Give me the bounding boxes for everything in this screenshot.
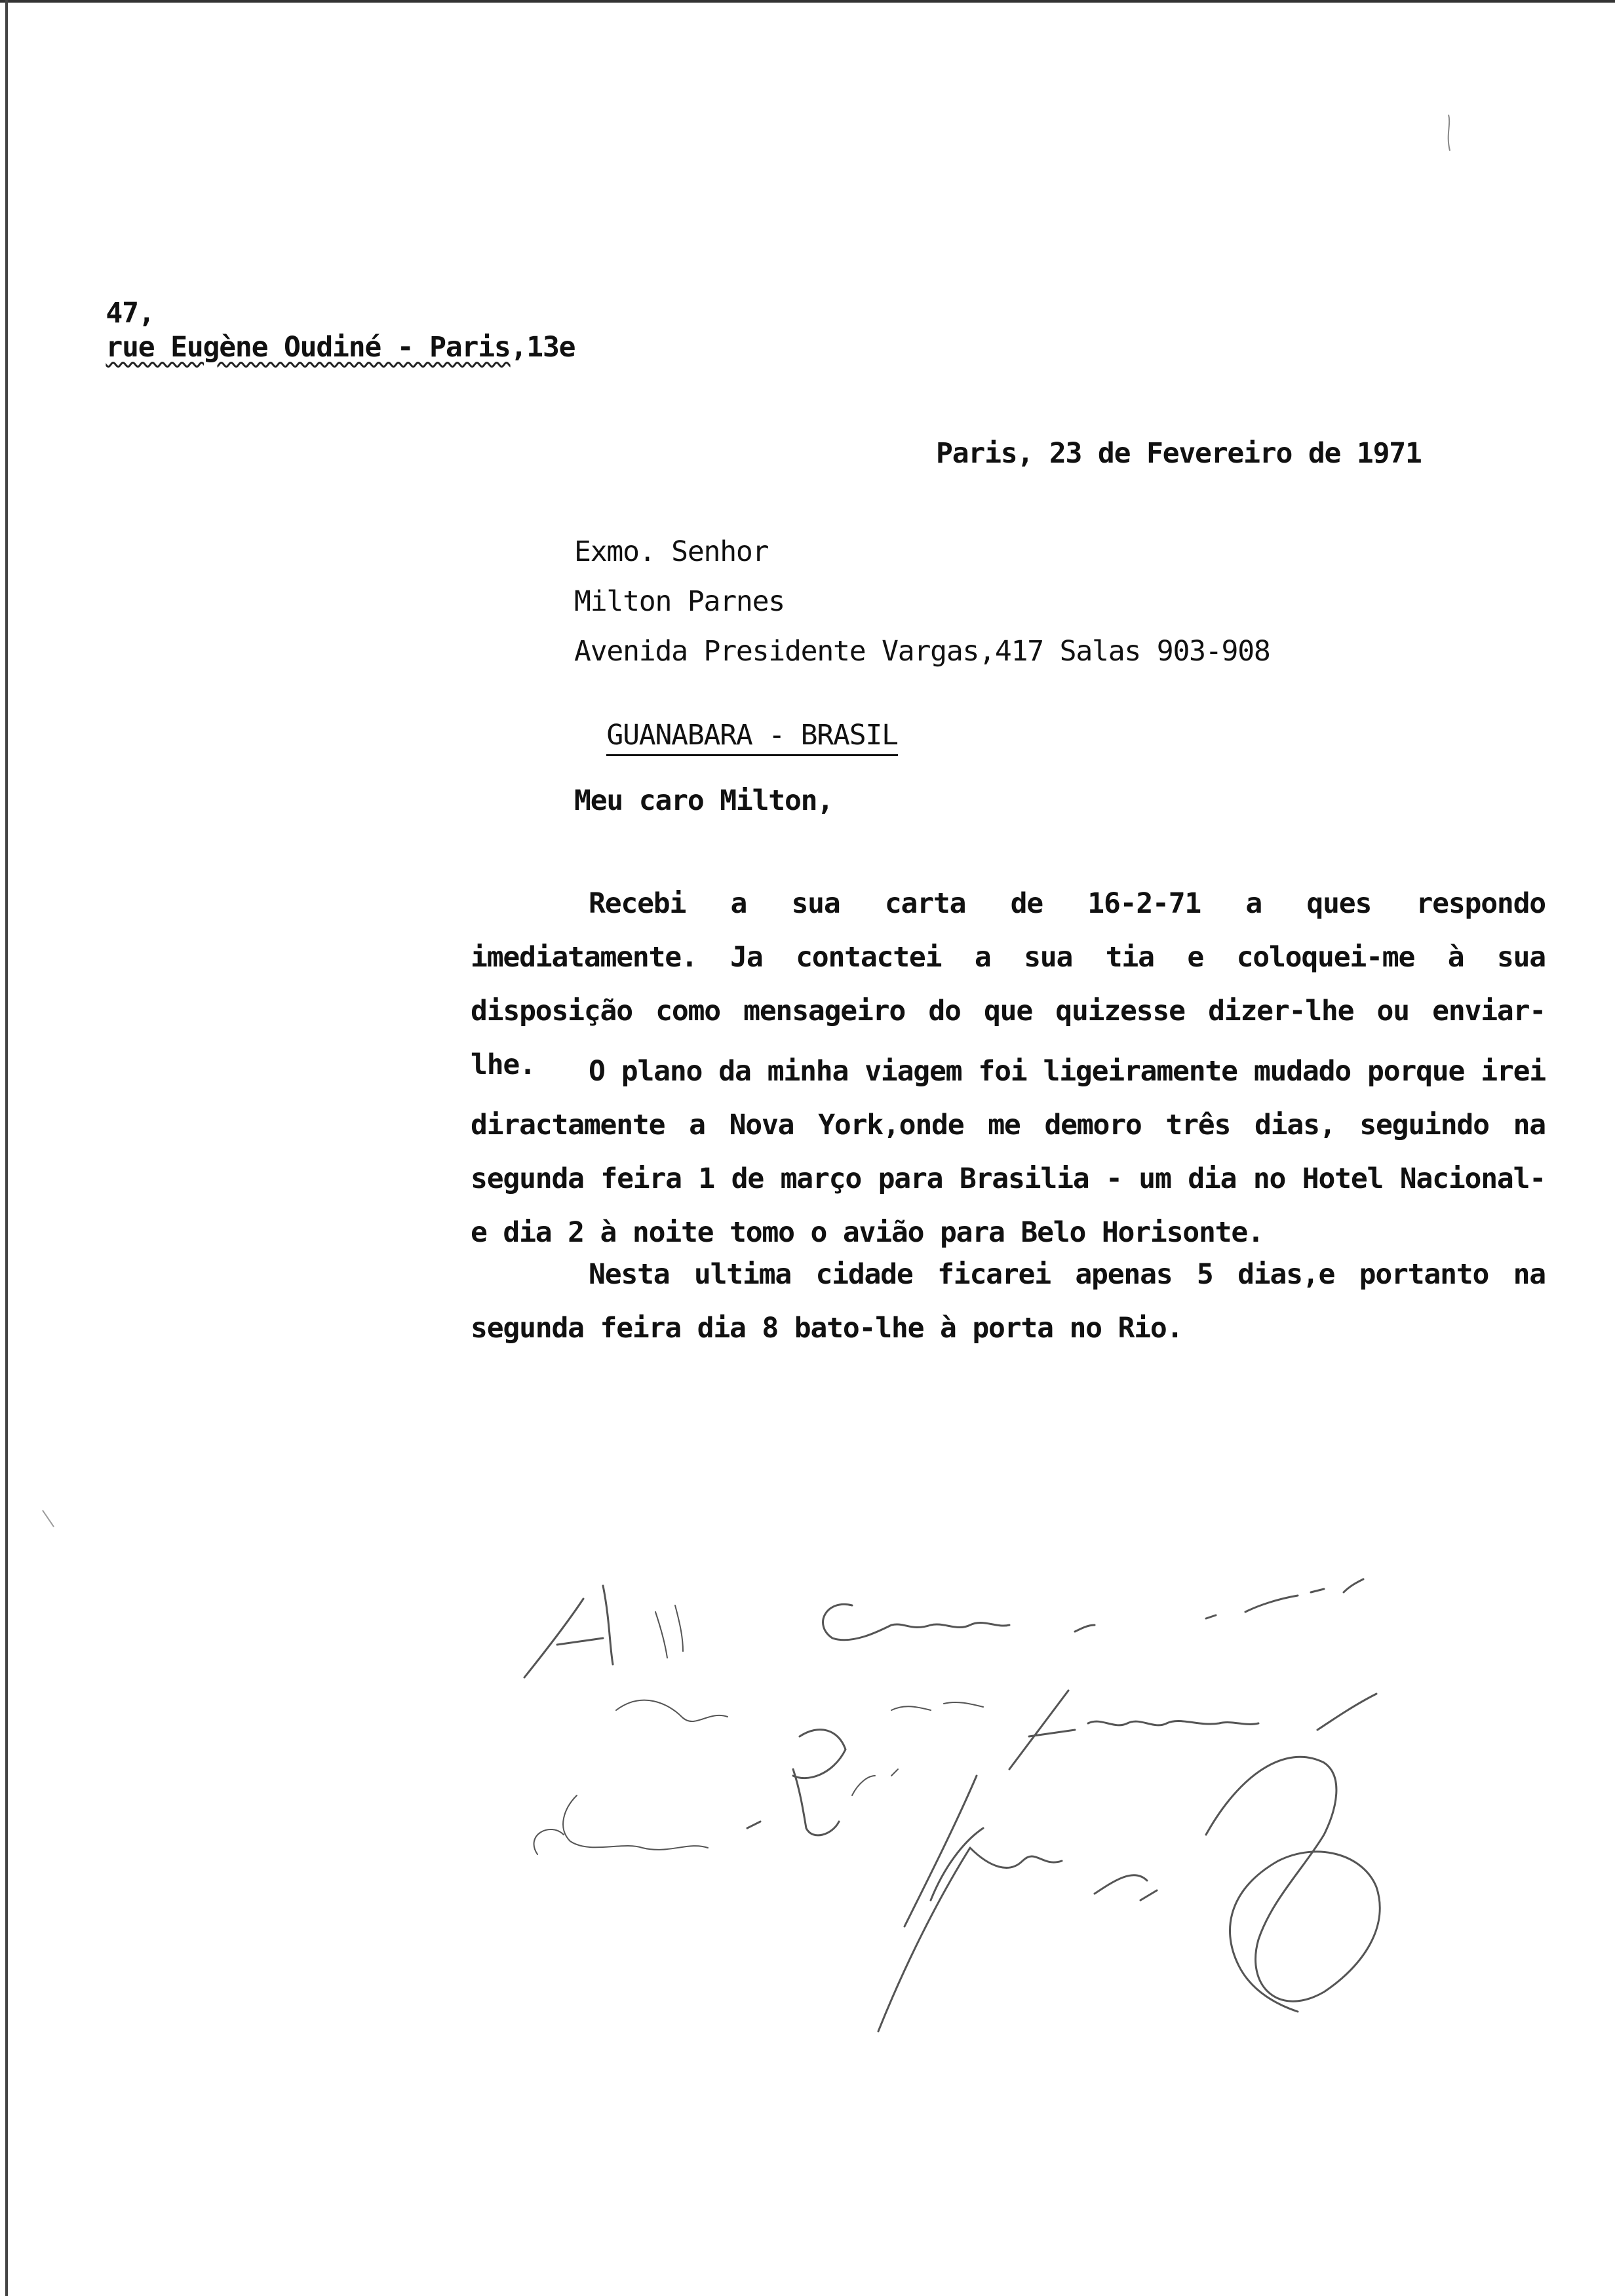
dateline: Paris, 23 de Fevereiro de 1971 — [936, 437, 1422, 470]
recipient-city — [574, 684, 898, 752]
body-paragraph-1: Recebi a sua carta de 16-2-71 a ques respondo imediatamente. Ja contactei a sua tia e coloquei-me à sua disposição como mensageiro do que quizesse dizer-lhe ou enviar-lhe. — [471, 887, 1546, 1081]
scan-speck-top-right — [1442, 111, 1455, 157]
return-address — [73, 262, 575, 364]
return-address-street: rue Eugène Oudiné - Paris — [106, 331, 511, 364]
page-edge-top — [0, 0, 1615, 3]
body-paragraph-3: Nesta ultima cidade ficarei apenas 5 dias,e portanto na segunda feira dia 8 bato-lhe à porta no Rio. — [471, 1258, 1546, 1345]
scan-speck-left — [39, 1507, 59, 1533]
handwritten-signature — [511, 1559, 1508, 2149]
greeting: Meu caro Milton, — [574, 784, 834, 817]
recipient-city-text: GUANABARA - BRASIL — [606, 719, 897, 756]
page-edge-left — [5, 0, 8, 2296]
return-address-number: 47, — [106, 297, 155, 330]
body-paragraph-2: O plano da minha viagem foi ligeiramente mudado porque irei diractamente a Nova York,onde me demoro três dias, seguindo na segunda feira 1 de março para Brasilia - um dia no Hotel Nacional-e dia 2 à noite tomo o avião para Belo Horisonte. — [471, 1055, 1546, 1249]
return-address-arrondissement: ,13e — [510, 331, 575, 364]
recipient-title: Exmo. Senhor — [574, 535, 769, 568]
recipient-street: Avenida Presidente Vargas,417 Salas 903-908 — [574, 635, 1270, 668]
recipient-name: Milton Parnes — [574, 585, 785, 618]
